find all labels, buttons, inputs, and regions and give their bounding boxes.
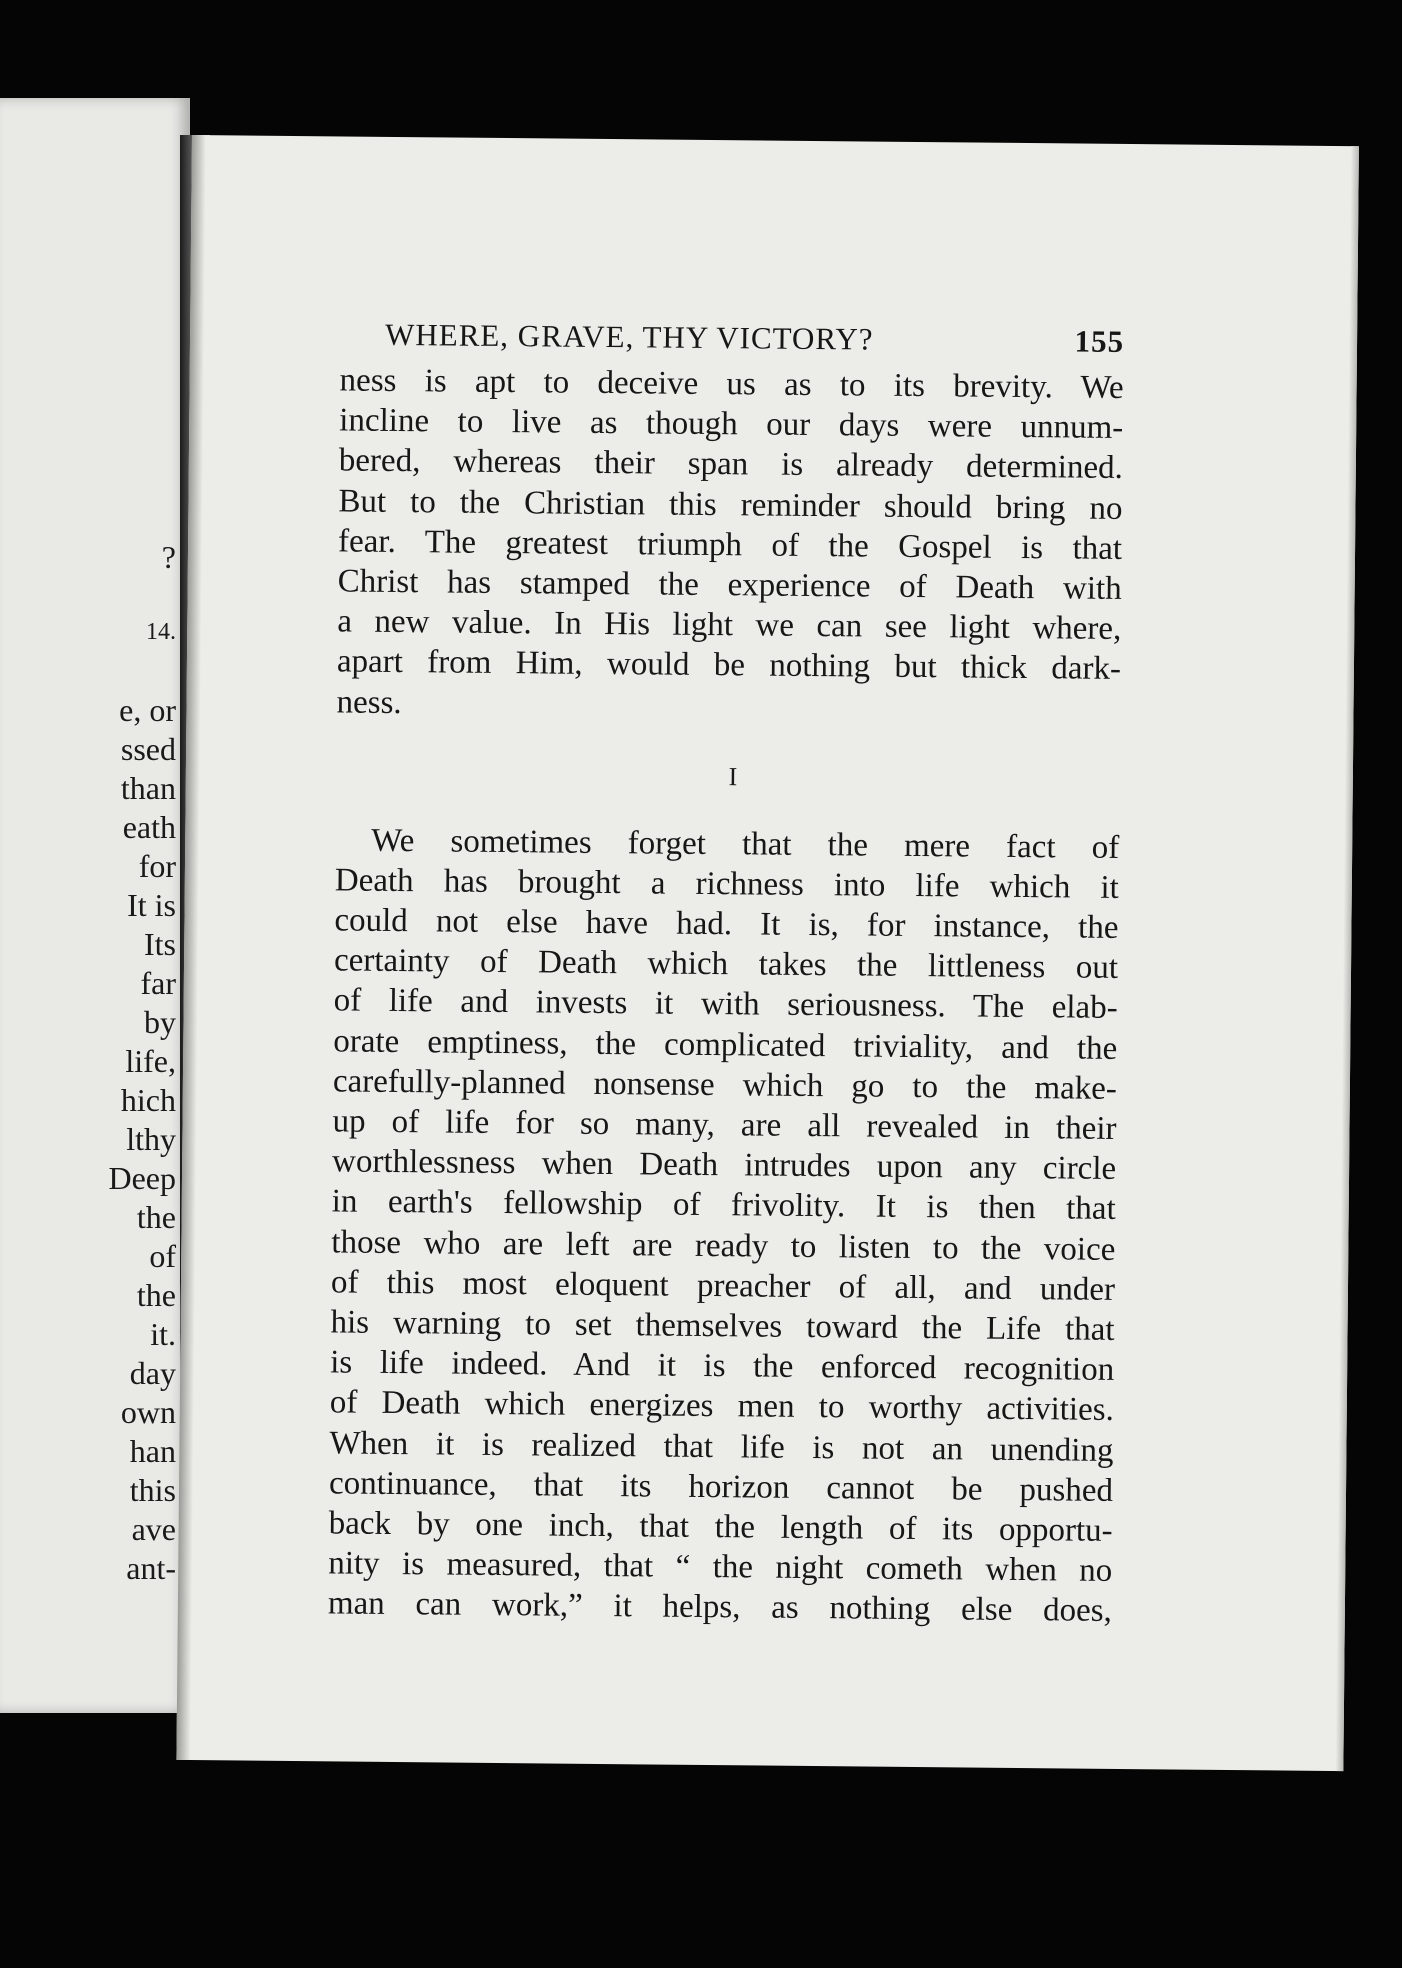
text-line: continuance, that its horizon cannot be pushed <box>328 1465 1114 1509</box>
text-line: nity is measured, that “ the night cometh when no <box>328 1545 1113 1589</box>
text-line: is life indeed. And it is the enforced recognition <box>330 1344 1115 1389</box>
left-fragment: the <box>136 1199 176 1235</box>
text-line: of this most eloquent preacher of all, and under <box>330 1264 1116 1308</box>
text-line: We sometimes forget that the mere fact of <box>371 822 1120 866</box>
text-line: Death has brought a richness into life which it <box>334 862 1119 906</box>
text-line: But to the Christian this reminder should bring no <box>338 482 1123 527</box>
left-fragment: this <box>129 1472 176 1508</box>
left-fragment: it. <box>150 1316 176 1352</box>
text-line: ness. <box>336 683 402 721</box>
text-line: of Death which energizes men to worthy activities. <box>329 1384 1114 1429</box>
running-title: WHERE, GRAVE, THY VICTORY? <box>384 316 874 357</box>
left-fragment: It is <box>127 887 176 923</box>
text-line: certainty of Death which takes the littleness out <box>333 942 1119 987</box>
text-line: When it is realized that life is not an unending <box>329 1424 1114 1469</box>
text-line: ness is apt to deceive us as to its brevity. We <box>339 362 1124 406</box>
text-line: incline to live as though our days were unnum- <box>339 402 1124 447</box>
left-fragment: own <box>120 1394 176 1430</box>
left-fragment: for <box>138 848 176 884</box>
text-line: up of life for so many, are all revealed in their <box>332 1103 1117 1147</box>
text-line: carefully-planned nonsense which go to the make- <box>332 1063 1118 1107</box>
text-line: a new value. In His light we can see light where, <box>337 603 1122 648</box>
left-fragment: han <box>129 1433 176 1469</box>
text-line: those who are left are ready to listen to the voice <box>331 1223 1116 1268</box>
right-page <box>176 135 1359 1771</box>
text-line: Christ has stamped the experience of Death with <box>337 563 1122 607</box>
text-line: could not else have had. It is, for instance, the <box>334 902 1119 946</box>
left-fragment: than <box>120 770 176 806</box>
text-line: fear. The greatest triumph of the Gospel is that <box>337 523 1123 567</box>
left-fragment: far <box>140 965 176 1001</box>
text-line: man can work,” it helps, as nothing else does, <box>327 1585 1113 1630</box>
text-line: in earth's fellowship of frivolity. It is then that <box>331 1183 1116 1228</box>
left-fragment: Its <box>144 926 176 962</box>
left-fragment: of <box>149 1238 176 1274</box>
left-fragment: by <box>144 1004 176 1040</box>
text-line: apart from Him, would be nothing but thick dark- <box>336 643 1122 688</box>
page-number: 155 <box>1074 323 1125 359</box>
text-line: back by one inch, that the length of its opportu- <box>328 1505 1113 1549</box>
left-facing-page <box>0 98 190 1713</box>
left-fragment: hich <box>120 1082 176 1118</box>
left-fragment: e, or <box>119 692 176 728</box>
left-fragment: ant- <box>126 1550 176 1586</box>
page-content <box>328 316 1125 1631</box>
section-number: I <box>728 761 738 791</box>
left-fragment: ssed <box>120 731 176 767</box>
left-fragment: ? <box>161 539 176 575</box>
text-line: his warning to set themselves toward the Life that <box>330 1304 1115 1348</box>
text-line: of life and invests it with seriousness. The elab- <box>333 982 1118 1027</box>
left-fragment: life, <box>125 1043 176 1079</box>
left-fragment: Deep <box>108 1160 176 1196</box>
left-fragment: ave <box>131 1511 176 1547</box>
left-fragment: lthy <box>126 1121 176 1157</box>
running-head <box>340 316 1124 368</box>
left-fragment: 14. <box>146 619 176 645</box>
text-line: bered, whereas their span is already determined. <box>338 442 1124 487</box>
left-fragment: the <box>136 1277 176 1313</box>
paragraph-1 <box>336 360 1123 729</box>
left-fragment: day <box>129 1355 176 1391</box>
text-line: worthlessness when Death intrudes upon any circle <box>331 1143 1117 1188</box>
left-fragment: eath <box>122 809 176 845</box>
text-line: orate emptiness, the complicated triviality, and the <box>333 1023 1118 1067</box>
paragraph-2 <box>328 820 1120 1631</box>
